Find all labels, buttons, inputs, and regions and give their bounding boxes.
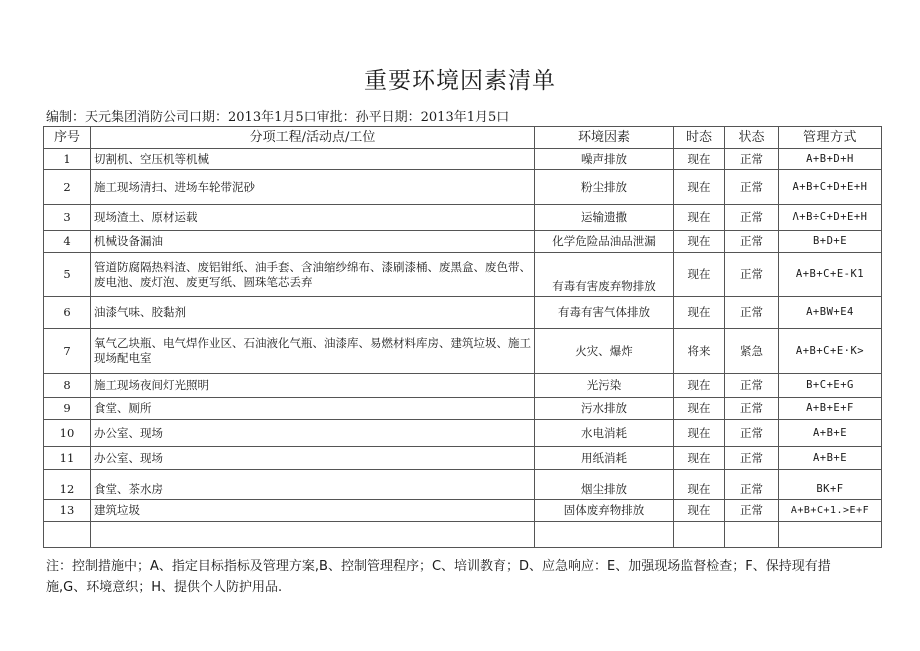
cell-factor: 化学危险品油品泄漏 xyxy=(535,231,674,253)
cell-state: 正常 xyxy=(725,447,779,470)
cell-no: 6 xyxy=(44,297,91,329)
cell-factor: 火灾、爆炸 xyxy=(535,329,674,374)
header-time: 时态 xyxy=(674,127,725,149)
cell-state: 正常 xyxy=(725,149,779,170)
cell-factor: 污水排放 xyxy=(535,398,674,420)
cell-state: 正常 xyxy=(725,205,779,231)
cell-no: 13 xyxy=(44,500,91,522)
cell-empty xyxy=(44,522,91,548)
cell-activity: 切割机、空压机等机械 xyxy=(91,149,535,170)
header-activity: 分项工程/活动点/工位 xyxy=(91,127,535,149)
cell-activity: 办公室、现场 xyxy=(91,420,535,447)
table-row xyxy=(44,447,882,470)
cell-state: 正常 xyxy=(725,170,779,205)
document-meta: 编制：天元集团消防公司口期：2013年1月5口审批：孙平日期：2013年1月5口 xyxy=(46,110,510,125)
cell-activity: 建筑垃圾 xyxy=(91,500,535,522)
cell-mgmt: A+BW+E4 xyxy=(779,297,882,329)
environment-factor-table xyxy=(43,126,882,548)
cell-factor: 有毒有害气体排放 xyxy=(535,297,674,329)
cell-state: 正常 xyxy=(725,297,779,329)
header-factor: 环境因素 xyxy=(535,127,674,149)
cell-time: 现在 xyxy=(674,470,725,500)
table-header-row xyxy=(44,127,882,149)
table-row xyxy=(44,420,882,447)
cell-activity: 管道防腐隔热料渣、废铝钳纸、油手套、含油缩纱绵布、漆刷漆桶、废黑盒、废色带、废电池、废灯泡、废更写纸、圆珠笔芯丢弃 xyxy=(91,253,535,297)
table-row xyxy=(44,297,882,329)
cell-time: 现在 xyxy=(674,297,725,329)
cell-time: 现在 xyxy=(674,447,725,470)
cell-activity: 施工现场清扫、进场车轮带泥砂 xyxy=(91,170,535,205)
table-row xyxy=(44,374,882,398)
cell-factor: 光污染 xyxy=(535,374,674,398)
cell-state: 正常 xyxy=(725,374,779,398)
cell-factor: 粉尘排放 xyxy=(535,170,674,205)
cell-time: 现在 xyxy=(674,205,725,231)
cell-mgmt: Λ+B÷C+D+E+H xyxy=(779,205,882,231)
cell-activity: 机械设备漏油 xyxy=(91,231,535,253)
cell-time: 现在 xyxy=(674,374,725,398)
table-row xyxy=(44,470,882,500)
cell-time: 将来 xyxy=(674,329,725,374)
cell-activity: 食堂、厕所 xyxy=(91,398,535,420)
cell-no: 1 xyxy=(44,149,91,170)
cell-activity: 办公室、现场 xyxy=(91,447,535,470)
cell-no: 8 xyxy=(44,374,91,398)
cell-factor: 用纸消耗 xyxy=(535,447,674,470)
table-row xyxy=(44,231,882,253)
cell-no: 2 xyxy=(44,170,91,205)
cell-factor: 固体废弃物排放 xyxy=(535,500,674,522)
cell-empty xyxy=(91,522,535,548)
cell-mgmt: A+B+C+E·K> xyxy=(779,329,882,374)
cell-no: 10 xyxy=(44,420,91,447)
cell-mgmt: B+D+E xyxy=(779,231,882,253)
cell-factor: 有毒有害废弃物排放 xyxy=(535,253,674,297)
cell-mgmt: BK+F xyxy=(779,470,882,500)
cell-factor: 噪声排放 xyxy=(535,149,674,170)
cell-time: 现在 xyxy=(674,253,725,297)
cell-no: 4 xyxy=(44,231,91,253)
cell-empty xyxy=(779,522,882,548)
cell-time: 现在 xyxy=(674,500,725,522)
table-row xyxy=(44,205,882,231)
cell-mgmt: A+B+C+D+E+H xyxy=(779,170,882,205)
cell-no: 3 xyxy=(44,205,91,231)
cell-time: 现在 xyxy=(674,170,725,205)
cell-time: 现在 xyxy=(674,398,725,420)
cell-factor: 运输遗撒 xyxy=(535,205,674,231)
table-row xyxy=(44,329,882,374)
cell-no: 5 xyxy=(44,253,91,297)
cell-mgmt: A+B+E xyxy=(779,447,882,470)
table-row xyxy=(44,149,882,170)
table-row xyxy=(44,500,882,522)
cell-empty xyxy=(725,522,779,548)
cell-no: 9 xyxy=(44,398,91,420)
cell-state: 正常 xyxy=(725,420,779,447)
cell-state: 紧急 xyxy=(725,329,779,374)
cell-no: 12 xyxy=(44,470,91,500)
header-state: 状态 xyxy=(725,127,779,149)
cell-state: 正常 xyxy=(725,500,779,522)
cell-no: 11 xyxy=(44,447,91,470)
cell-state: 正常 xyxy=(725,470,779,500)
cell-mgmt: A+B+C+E-K1 xyxy=(779,253,882,297)
table-row xyxy=(44,398,882,420)
cell-state: 正常 xyxy=(725,398,779,420)
page-title: 重要环境因素清单 xyxy=(364,68,556,94)
cell-empty xyxy=(535,522,674,548)
cell-activity: 油漆气味、胶黏剂 xyxy=(91,297,535,329)
cell-state: 正常 xyxy=(725,253,779,297)
cell-no: 7 xyxy=(44,329,91,374)
table-row xyxy=(44,253,882,297)
header-mgmt: 管理方式 xyxy=(779,127,882,149)
cell-state: 正常 xyxy=(725,231,779,253)
cell-mgmt: A+B+C+1.>E+F xyxy=(779,500,882,522)
cell-mgmt: A+B+E xyxy=(779,420,882,447)
cell-empty xyxy=(674,522,725,548)
cell-factor: 烟尘排放 xyxy=(535,470,674,500)
cell-time: 现在 xyxy=(674,231,725,253)
cell-activity: 氧气乙块瓶、电气焊作业区、石油液化气瓶、油漆库、易燃材料库房、建筑垃圾、施工现场配电室 xyxy=(91,329,535,374)
table-row xyxy=(44,170,882,205)
cell-time: 现在 xyxy=(674,149,725,170)
cell-mgmt: B+C+E+G xyxy=(779,374,882,398)
cell-activity: 现场渣土、原材运载 xyxy=(91,205,535,231)
table-row-empty xyxy=(44,522,882,548)
cell-mgmt: A+B+D+H xyxy=(779,149,882,170)
cell-activity: 施工现场夜间灯光照明 xyxy=(91,374,535,398)
cell-factor: 水电消耗 xyxy=(535,420,674,447)
cell-time: 现在 xyxy=(674,420,725,447)
cell-mgmt: A+B+E+F xyxy=(779,398,882,420)
cell-activity: 食堂、茶水房 xyxy=(91,470,535,500)
footnote: 注：控制措施中；A、指定目标指标及管理方案,B、控制管理程序；C、培训教育；D、应急响应：E、加强现场监督检查；F、保持现有措施,G、环境意织；H、提供个人防护用品. xyxy=(46,559,831,595)
header-no: 序号 xyxy=(44,127,91,149)
